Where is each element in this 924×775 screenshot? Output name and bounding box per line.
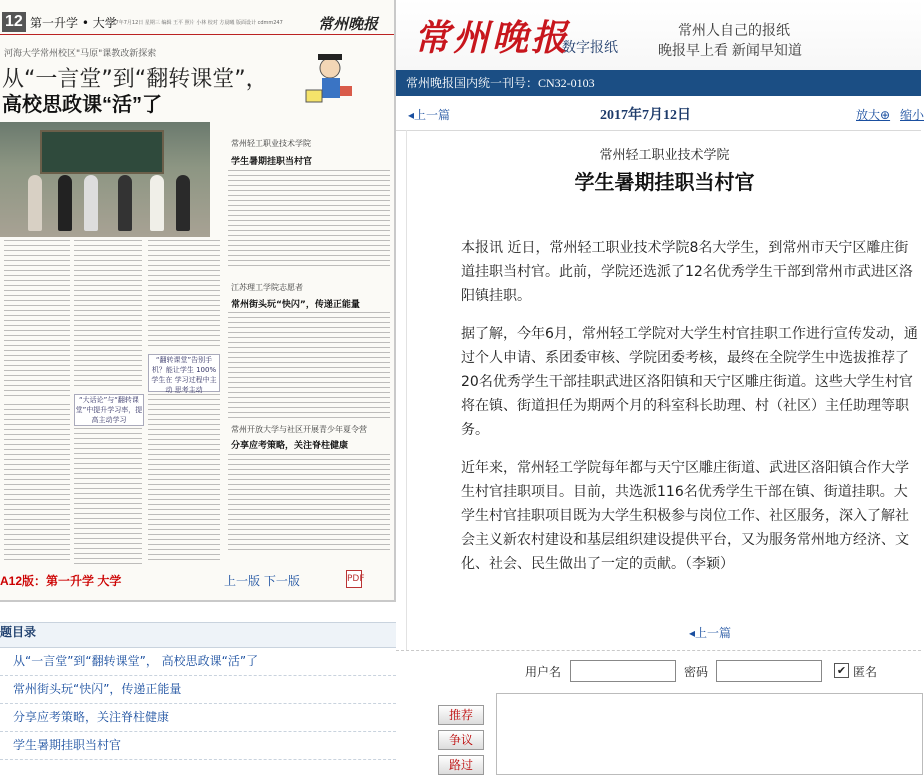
main-text-col-6: [148, 394, 220, 564]
main-text-col-5: [74, 428, 142, 564]
main-text-col-4: [4, 404, 70, 564]
article-navbar: [396, 96, 924, 131]
issue-date: 2017年7月12日: [600, 108, 691, 123]
left-panel: [0, 0, 396, 766]
article-body: [461, 236, 919, 590]
inner-org-3: 常州开放大学与社区开展青少年夏令营: [231, 425, 367, 434]
main-text-col-2: [74, 240, 142, 390]
masthead: [396, 0, 921, 70]
prev-article-link-bottom[interactable]: ◂上一篇: [689, 626, 732, 640]
page-headline-line1[interactable]: 从“一言堂”到“翻转课堂”，: [2, 67, 268, 92]
pass-by-button[interactable]: 路过: [438, 755, 484, 775]
page-kicker: 河海大学常州校区"马原"课教改新探索: [4, 49, 157, 59]
username-label: 用户名: [525, 665, 562, 679]
toc-item[interactable]: 分享应考策略，关注脊柱健康: [0, 704, 396, 732]
password-input[interactable]: [716, 660, 822, 682]
classroom-photo: [0, 122, 210, 237]
inner-title-2[interactable]: 常州街头玩“快闪”，传递正能量: [231, 300, 360, 310]
prev-page-link[interactable]: 上一版: [224, 574, 261, 588]
article-kicker: 常州轻工职业技术学院: [599, 148, 730, 163]
username-input[interactable]: [570, 660, 676, 682]
brand-logo[interactable]: 常州晚报: [414, 17, 571, 59]
anonymous-checkbox[interactable]: ✔: [834, 663, 849, 678]
comment-textarea[interactable]: [496, 693, 923, 775]
inner-title-3[interactable]: 分享应考策略，关注脊柱健康: [231, 441, 349, 451]
pdf-icon[interactable]: PDF: [346, 570, 362, 588]
page-section: 第一升学 • 大学: [30, 16, 117, 30]
triangle-left-icon: ◂: [408, 108, 415, 122]
page-headline-line2[interactable]: 高校思政课“活”了: [2, 94, 162, 116]
inner-text-2: [228, 312, 390, 420]
quote-box-2: “大话论”与“翻转课堂”中提升学习率，提高主动学习: [75, 396, 143, 424]
zoom-in-link[interactable]: 放大⊕: [856, 108, 891, 122]
anonymous-label: 匿名: [853, 665, 878, 679]
toc-title: 题目录: [0, 622, 396, 648]
inner-org-2: 江苏理工学院志愿者: [231, 283, 303, 292]
slogan-line1: 常州人自己的报纸: [678, 22, 790, 38]
zoom-out-link[interactable]: 缩小: [900, 108, 924, 122]
slogan-line2: 晚报早上看 新闻早知道: [658, 42, 802, 58]
dispute-button[interactable]: 争议: [438, 730, 484, 750]
page-nav: [224, 572, 300, 589]
brand-subtitle: 数字报纸: [562, 39, 618, 55]
page-meta: 2017年7月12日 星期三 编辑 王平 照片 小林 校对 方晨曦 版面设计 cdmm247: [106, 20, 283, 26]
toc-item[interactable]: 学生暑期挂职当村官: [0, 732, 396, 760]
toc-item[interactable]: 常州街头玩“快闪”，传递正能量: [0, 676, 396, 704]
inner-org-1: 常州轻工职业技术学院: [231, 139, 311, 148]
quote-box-1: “翻转课堂”告别手机？能让学生 100%学生在 学习过程中主动 思考主动: [148, 354, 220, 392]
inner-title-1[interactable]: 学生暑期挂职当村官: [231, 157, 313, 167]
toc-item[interactable]: 从“一言堂”到“翻转课堂”， 高校思政课“活”了: [0, 648, 396, 676]
issn-bar: 常州晚报国内统一刊号：CN32-0103: [396, 70, 921, 96]
prev-article-link[interactable]: ◂上一篇: [408, 108, 451, 122]
article-paragraph: 本报讯 近日，常州轻工职业技术学院8名大学生，到常州市天宁区雕庄街道挂职当村官。此前，学院还选派了12名优秀学生干部到常州市武进区洛阳镇挂职。: [461, 240, 913, 304]
inner-text-3: [228, 454, 390, 554]
main-text-col-3: [148, 240, 220, 350]
right-panel: [396, 0, 924, 772]
page-number: 12: [2, 12, 26, 32]
article-paragraph: 近年来，常州轻工学院每年都与天宁区雕庄街道、武进区洛阳镇合作大学生村官挂职项目。目前，共选派116名优秀学生干部在镇、街道挂职。大学生村官挂职项目既为大学生积极参与岗位工作、社区服务，深入了解社会主义新农村建设和基层组织建设提供平台，又为服务常州地方经济、文化、社会、民生做出了一定的贡献。（李颖）: [461, 460, 909, 572]
page-logo: 常州晚报: [317, 15, 378, 33]
main-text-col-1: [4, 240, 70, 400]
inner-text-1: [228, 170, 390, 268]
next-page-link[interactable]: 下一版: [263, 574, 300, 588]
page-footer-label: A12版：第一升学 大学: [0, 574, 122, 588]
triangle-left-icon: ◂: [689, 626, 696, 640]
table-of-contents: [0, 622, 396, 760]
comment-form: [396, 650, 921, 772]
newspaper-page-image[interactable]: [0, 0, 396, 602]
article: [406, 130, 922, 650]
cartoon-illustration: [300, 50, 360, 110]
plus-circle-icon: ⊕: [880, 108, 891, 122]
recommend-button[interactable]: 推荐: [438, 705, 484, 725]
article-title: 学生暑期挂职当村官: [574, 172, 755, 194]
page-header-strip: [0, 12, 394, 35]
password-label: 密码: [684, 665, 709, 679]
article-paragraph: 据了解，今年6月，常州轻工学院对大学生村官挂职工作进行宣传发动，通过个人申请、系团委审核、学院团委考核，最终在全院学生中选拔推荐了20名优秀学生干部挂职武进区洛阳镇和天宁区雕庄街道。这些大学生村官将在镇、街道担任为期两个月的科室科长助理、村（社区）主任助理等职务。: [461, 326, 918, 438]
